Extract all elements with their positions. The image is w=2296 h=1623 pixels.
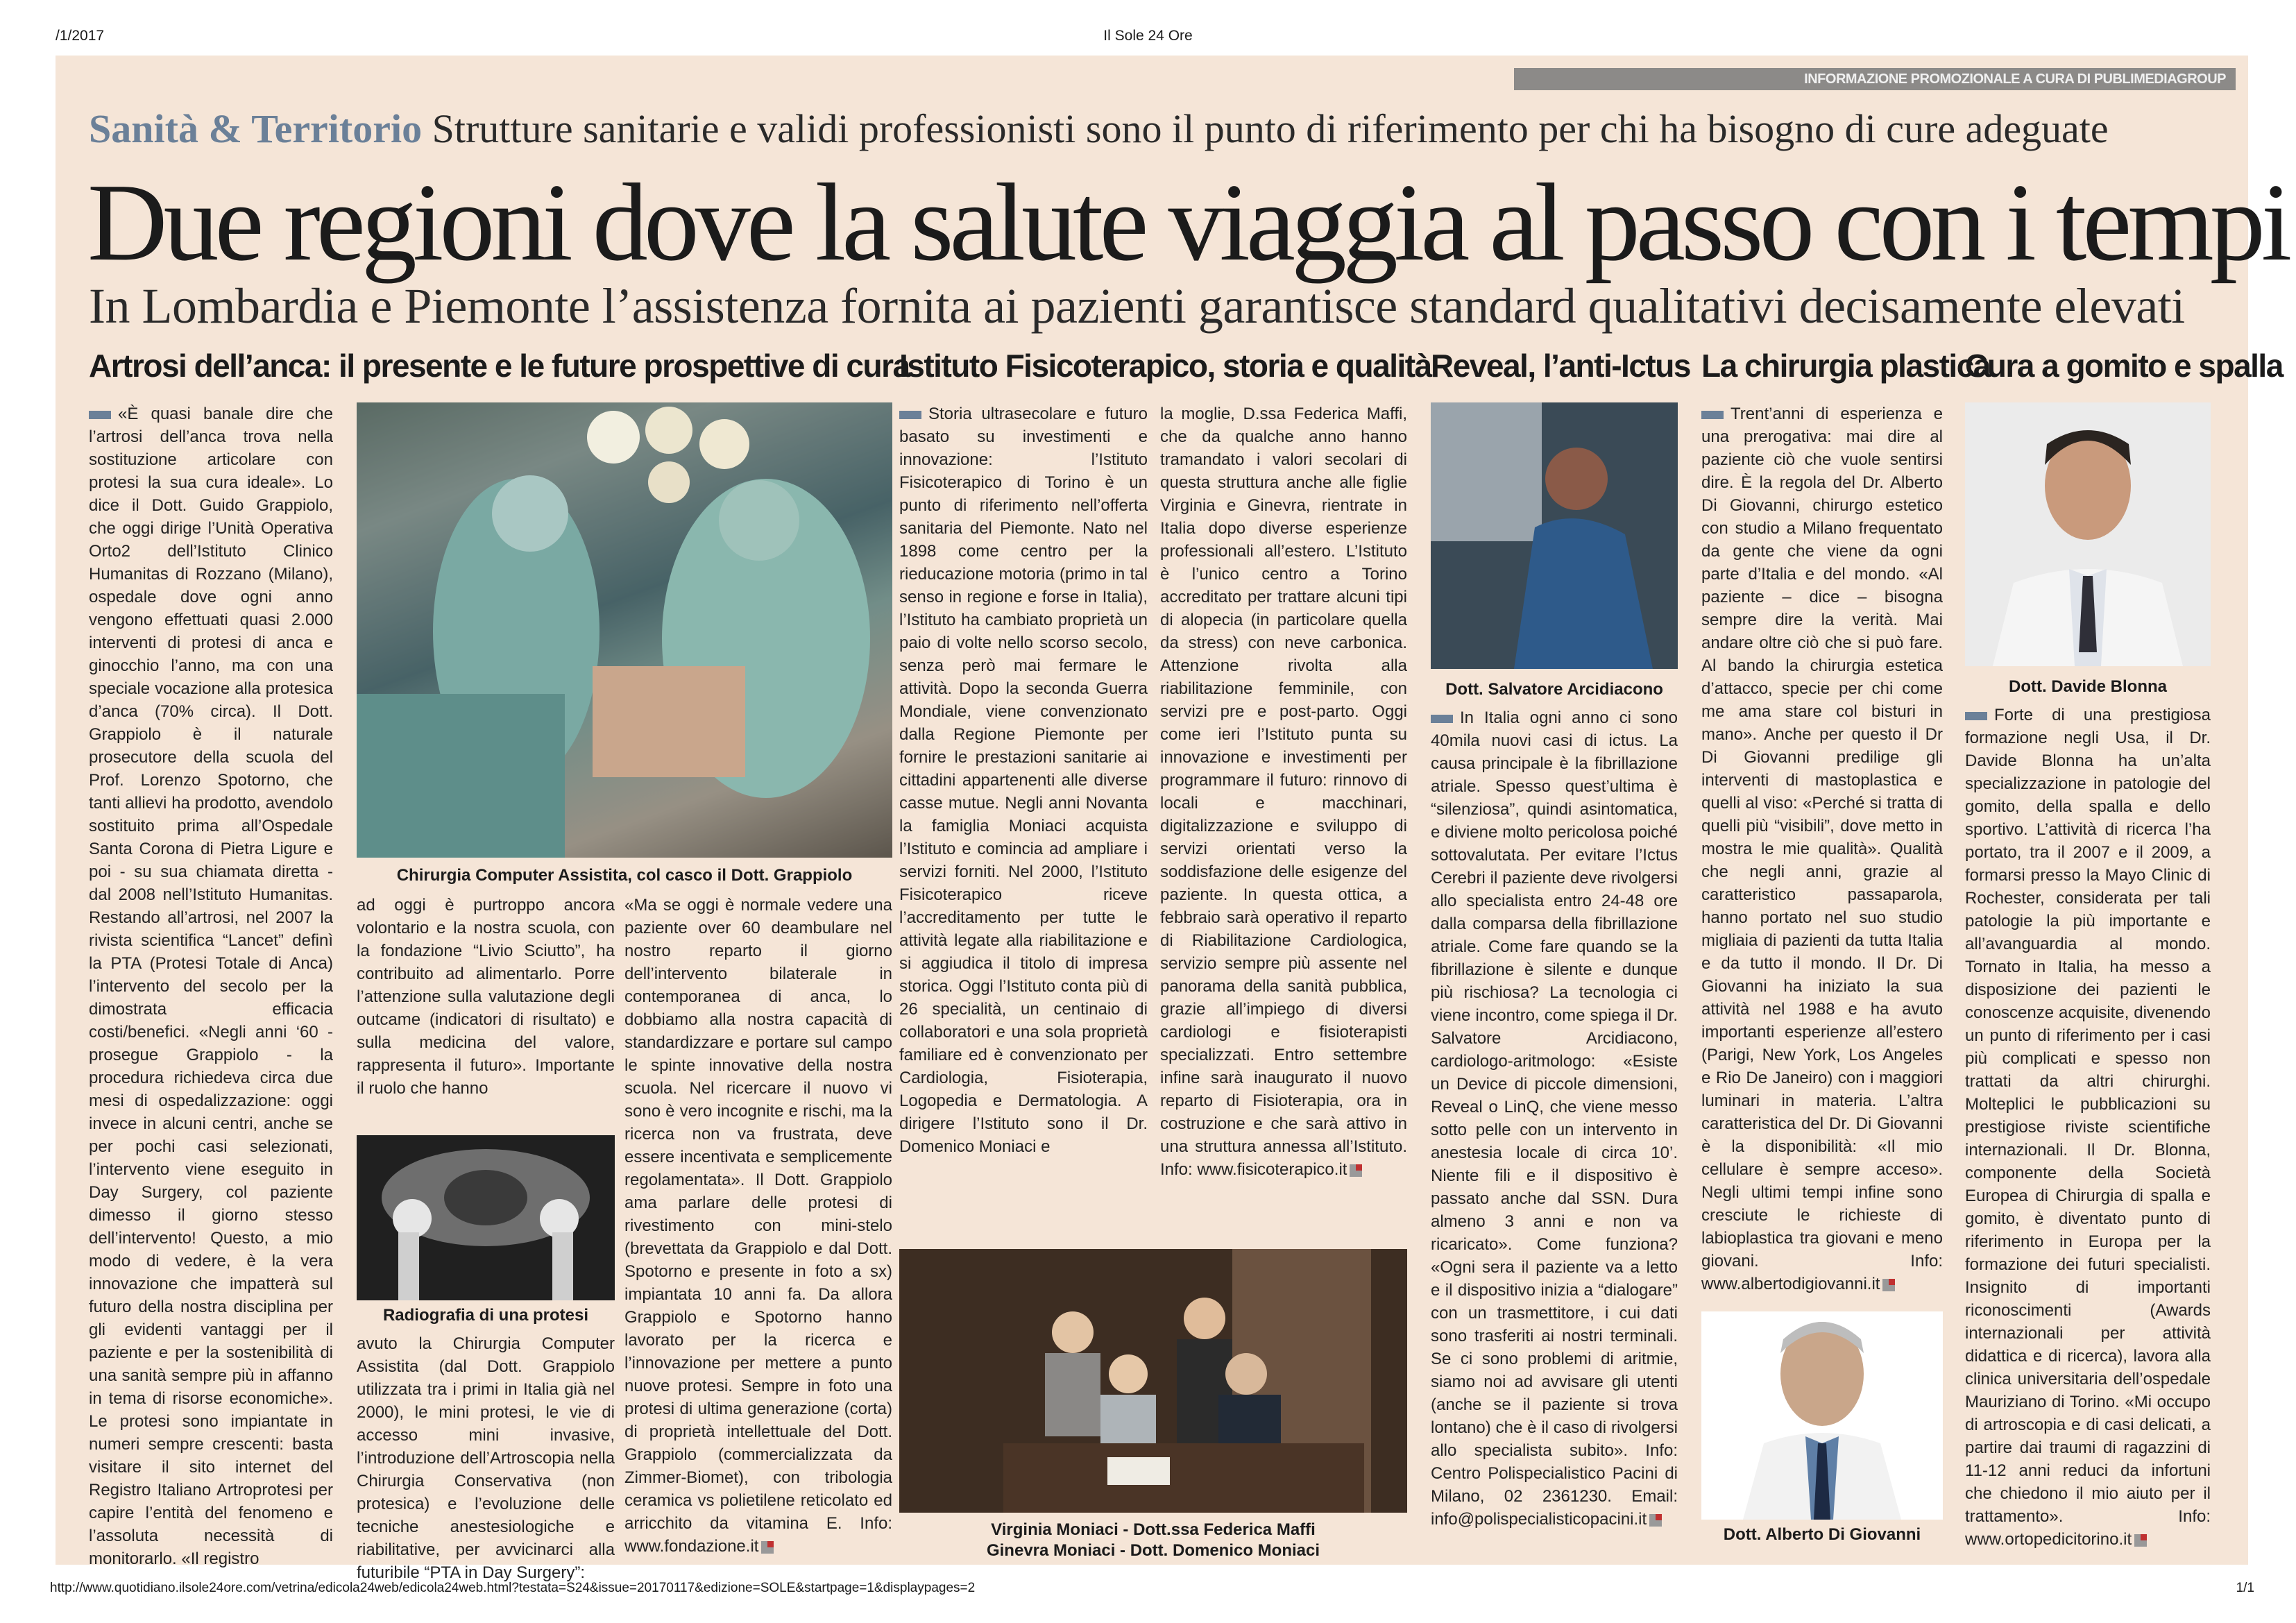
artrosi-column-2 <box>357 894 615 1130</box>
section-name: Sanità & Territorio <box>89 106 423 151</box>
doctor-portrait-illustration <box>1965 402 2211 666</box>
arcidiacono-caption: Dott. Salvatore Arcidiacono <box>1445 680 1663 699</box>
xray-photo-caption: Radiografia di una protesi <box>382 1306 589 1325</box>
family-portrait-illustration <box>899 1249 1407 1513</box>
hip-xray-illustration <box>357 1135 615 1300</box>
end-mark-icon <box>1882 1279 1895 1291</box>
surgery-photo <box>357 402 892 858</box>
subheadline: In Lombardia e Piemonte l’assistenza fornita ai pazienti garantisce standard qualitativi decisamente elevati <box>89 278 2185 334</box>
gomito-column <box>1965 704 2211 1558</box>
print-site-title: Il Sole 24 Ore <box>1103 28 1193 44</box>
end-mark-icon <box>761 1541 774 1554</box>
family-photo-caption <box>899 1520 1407 1561</box>
moniaci-family-photo <box>899 1249 1407 1513</box>
istituto-column-2 <box>1160 402 1407 1237</box>
istituto-text-2: la moglie, D.ssa Federica Maffi, che da qualche anno hanno tramandato i valori secolari di questa struttura anche alle figlie Virginia e Ginevra, rientrate in Italia dopo diverse esperienze professionali all’estero. L’Istituto è l’unico centro a Torino accreditato per trattare alcuni tipi di alopecia (in particolare quella da stress) con neve carbonica. Attenzione rivolta alla riabilitazione femminile, con servizi pre e post-parto. Oggi come ieri l’Istituto punta su innovazione e investimenti per programmare il futuro: rinnovo di locali e macchinari, digitalizzazione e sviluppo di servizi orientati verso la soddisfazione delle esigenze del paziente. In questa ottica, a febbraio sarà operativo il reparto di Riabilitazione Cardiologica, servizio sempre più assente nel panorama della sanità pubblica, grazie all’impiego di diversi cardiologi e fisioterapisti specializzati. Entro settembre infine sarà inaugurato il nuovo reparto di Fisioterapia, ora in costruzione e che sarà attivo in una struttura annessa all’Istituto. Info: www.fisicoterapico.it <box>1160 405 1407 1179</box>
blonna-photo <box>1965 402 2211 666</box>
promo-banner: INFORMAZIONE PROMOZIONALE A CURA DI PUBLIMEDIAGROUP <box>1514 68 2236 90</box>
end-mark-icon <box>1649 1514 1662 1527</box>
doctor-portrait-illustration <box>1701 1311 1943 1520</box>
lead-square-icon <box>1965 712 1987 720</box>
article-title-chirurgia: La chirurgia plastica <box>1701 348 1990 384</box>
end-mark-icon <box>1350 1164 1362 1177</box>
family-photo-caption-line-2: Ginevra Moniaci - Dott. Domenico Moniaci <box>986 1541 1320 1560</box>
article-title-artrosi: Artrosi dell’anca: il presente e le future prospettive di cura <box>89 348 910 384</box>
article-title-reveal: Reveal, l’anti-Ictus <box>1431 348 1690 384</box>
newspaper-page <box>56 56 2288 1582</box>
operating-room-illustration <box>357 402 892 858</box>
article-title-istituto: Istituto Fisicoterapico, storia e qualità <box>899 348 1431 384</box>
headline: Due regioni dove la salute viaggia al passo con i tempi <box>87 160 2288 284</box>
artrosi-text-3: «Ma se oggi è normale vedere una paziente over 60 deambulare nel nostro reparto il giorno dell’intervento bilaterale in contemporanea di anca, lo dobbiamo alla nostra capacità di standardizzare e portare sul campo le spinte innovative della nostra scuola. Nel ricercare il nuovo vi sono è vero incognite e rischi, ma la ricerca non va frustrata, deve essere incentivata e semplicemente regolamentata». Il Dott. Grappiolo ama parlare delle protesi di rivestimento con mini-stelo (brevettata da Grappiolo e dal Dott. Spotorno e presente in foto a sx) impiantata 10 anni fa. Da allora Grappiolo e Spotorno hanno lavorato per la ricerca e l’innovazione per mettere a punto nuove protesi. Sempre in foto una protesi di ultima generazione (corta) di proprietà intellettuale del Dott. Grappiolo (commercializzata da Zimmer-Biomet), con tribologia ceramica vs polietilene reticolato ed arricchito da vitamina E. Info: www.fondazione.it <box>624 896 892 1556</box>
surgery-photo-caption: Chirurgia Computer Assistita, col casco il Dott. Grappiolo <box>396 866 853 885</box>
lead-square-icon <box>1431 715 1453 723</box>
end-mark-icon <box>2134 1534 2147 1547</box>
artrosi-column-2b <box>357 1332 615 1582</box>
arcidiacono-photo <box>1431 402 1678 669</box>
lead-square-icon <box>89 411 111 419</box>
print-date: /1/2017 <box>56 28 105 44</box>
xray-photo <box>357 1135 615 1300</box>
artrosi-text-2b: avuto la Chirurgia Computer Assistita (dal Dott. Grappiolo utilizzata tra i primi in Italia già nel 2000), le mini protesi, le vie di accesso mini invasive, l’introduzione dell’Artroscopia nella Chirurgia Conservativa (non protesica) e l’evoluzione delle tecniche anestesiologiche e riabilitative, per avvicinarci alla futuribile “PTA in Day Surgery”: <box>357 1334 615 1582</box>
gomito-text: Forte di una prestigiosa formazione negli Usa, il Dr. Davide Blonna ha un’alta specializzazione in patologie del gomito, della spalla e dello sportivo. L’attività di ricerca l’ha portato, tra il 2007 e il 2009, a formarsi presso la Mayo Clinic di Rochester, considerata per tali patologie la più importante e all’avanguardia al mondo. Tornato in Italia, ha messo a disposizione dei pazienti le conoscenze acquisite, divenendo un punto di riferimento per i casi più complicati e spesso non trattati da altri chirurghi. Molteplici le pubblicazioni su prestigiose riviste scientifiche internazionali. Il Dr. Blonna, componente della Società Europea di Chirurgia di spalla e gomito, è diventato punto di riferimento in Europa per la formazione dei futuri specialisti. Insignito di importanti riconoscimenti (Awards internazionali per attività didattica e di ricerca), lavora alla clinica universitaria dell’ospedale Mauriziano di Torino. «Mi occupo di artroscopia e di casi delicati, a partire dai traumi di ragazzini di 11-12 anni reduci da infortuni che chiedono il mio aiuto per il trattamento». Info: www.ortopedicitorino.it <box>1965 706 2211 1549</box>
lead-square-icon <box>1701 411 1724 419</box>
artrosi-text-2: ad oggi è purtroppo ancora volontario e la nostra scuola, con la fondazione “Livio Sciutto”, ha contribuito ad alimentarlo. Porre l’attenzione sulla valutazione degli outcame (indicatori di risultato) e sulla medicina del valore, rappresenta il futuro». Importante il ruolo che hanno <box>357 896 615 1098</box>
digiovanni-caption: Dott. Alberto Di Giovanni <box>1723 1525 1921 1544</box>
istituto-text-1: Storia ultrasecolare e futuro basato su investimenti e innovazione: l’Istituto Fisicoterapico di Torino è un punto di riferimento nell’offerta sanitaria del Piemonte. Nato nel 1898 come centro per la rieducazione motoria (primo in tal senso in regione e forse in Italia), l’Istituto ha cambiato proprietà un paio di volte nello scorso secolo, senza però mai fermare le attività. Dopo la seconda Guerra Mondiale, viene convenzionato dalla Regione Piemonte per fornire le prestazioni sanitarie ai cittadini appartenenti alle diverse casse mutue. Negli anni Novanta la famiglia Moniaci acquista l’Istituto e comincia ad ampliare i servizi forniti. Nel 2000, l’Istituto Fisicoterapico riceve l’accreditamento per tutte le attività legate alla riabilitazione e si aggiudica il titolo di impresa storica. Oggi l’Istituto conta più di 26 specialità, un centinaio di collaboratori e una sola proprietà familiare ed è convenzionato per Cardiologia, Fisioterapia, Logopedia e Dermatologia. A dirigere l’Istituto sono il Dr. Domenico Moniaci e <box>899 405 1148 1156</box>
family-photo-caption-line-1: Virginia Moniaci - Dott.ssa Federica Maffi <box>991 1520 1316 1539</box>
kicker <box>89 105 2226 152</box>
blonna-caption: Dott. Davide Blonna <box>2008 677 2167 696</box>
artrosi-text-1: «È quasi banale dire che l’artrosi dell’anca trova nella sostituzione articolare con protesi la sua cura ideale». Lo dice il Dott. Guido Grappiolo, che oggi dirige l’Unità Operativa Orto2 dell’Istituto Clinico Humanitas di Rozzano (Milano), ospedale dove ogni anno vengono effettuati quasi 2.000 interventi di protesi di anca e ginocchio l’anno, ma con una speciale vocazione alla protesica d’anca (70% circa). Il Dott. Grappiolo è il naturale prosecutore della scuola del Prof. Lorenzo Spotorno, che tanti allievi ha prodotto, avendolo sostituito prima all’Ospedale Santa Corona di Pietra Ligure e poi - su sua chiamata diretta - dal 2008 nell’Istituto Humanitas. Restando all’artrosi, nel 2007 la rivista scientifica “Lancet” definì la PTA (Protesi Totale di Anca) l’intervento del secolo per la dimostrata efficacia costi/benefici. «Negli anni ‘60 - prosegue Grappiolo - la procedura richiedeva circa due mesi di ospedalizzazione: oggi invece in alcuni centri, anche se per pochi casi selezionati, l’intervento viene eseguito in Day Surgery, col paziente dimesso il giorno stesso dell’intervento! Questo, a mio modo di vedere, è la vera innovazione che impatterà sul futuro della nostra disciplina per gli evidenti vantaggi per il paziente e per la sostenibilità di una sanità sempre più in affanno in tema di risorse economiche». Le protesi sono impiantate in numeri sempre crescenti: basta visitare il sito internet del Registro Italiano Artroprotesi per capire l’entità del fenomeno e l’assoluta necessità di monitorarlo. «Il registro <box>89 405 333 1568</box>
lead-square-icon <box>899 411 921 419</box>
print-url: http://www.quotidiano.ilsole24ore.com/vetrina/edicola24web/edicola24web.html?testata=S24&issue=20170117&edizione=SOLE&startpage=1&displaypages=2 <box>50 1581 976 1595</box>
digiovanni-photo <box>1701 1311 1943 1520</box>
browser-print-header <box>0 28 2296 56</box>
artrosi-column-3 <box>624 894 892 1558</box>
kicker-text: Strutture sanitarie e validi professionisti sono il punto di riferimento per chi ha bisogno di cure adeguate <box>432 106 2109 151</box>
istituto-column-1 <box>899 402 1148 1237</box>
reveal-text: In Italia ogni anno ci sono 40mila nuovi casi di ictus. La causa principale è la fibrillazione atriale. Spesso quest’ultima è “silenziosa”, quindi asintomatica, e diviene molto pericolosa poiché sottovalutata. Per evitare l’Ictus Cerebri il paziente deve rivolgersi allo specialista entro 24-48 ore dalla comparsa della fibrillazione atriale. Come fare quando se la fibrillazione è silente e dunque più rischiosa? La tecnologia ci viene incontro, come spiega il Dr. Salvatore Arcidiacono, cardiologo-aritmologo: «Esiste un Device di piccole dimensioni, Reveal o LinQ, che viene messo sotto pelle con un intervento in anestesia locale di circa 10’. Niente fili e il dispositivo è passato anche dal SSN. Dura almeno 3 anni e non va ricaricato». Come funziona? «Ogni sera il paziente va a letto e il dispositivo inizia a “dialogare” con un trasmettitore, i cui dati sono trasferiti ai nostri terminali. Se ci sono problemi di aritmie, siamo noi ad avvisare gli utenti (anche se il paziente si trova lontano) che è il caso di rivolgersi allo specialista subito». Info: Centro Polispecialistico Pacini di Milano, 02 2361230. Email: info@polispecialisticopacini.it <box>1431 708 1678 1529</box>
print-page-count: 1/1 <box>2236 1581 2254 1595</box>
chirurgia-text: Trent’anni di esperienza e una prerogativa: mai dire al paziente ciò che vuole sentirsi dire. È la regola del Dr. Alberto Di Giovanni, chirurgo estetico con studio a Milano frequentato da gente che viene da ogni parte d’Italia e del mondo. «Al paziente – dice – bisogna sempre dire la verità. Mai andare oltre ciò che si può fare. Al bando la chirurgia estetica d’attacco, specie per chi come me ama stare col bisturi in mano». Anche per questo il Dr Di Giovanni predilige gli interventi di mastoplastica e quelli al viso: «Perché si tratta di quelli più “visibili”, dove metto in mostra le mie qualità». Qualità che negli anni, grazie al caratteristico passaparola, hanno portato nel suo studio migliaia di pazienti da tutta Italia e da tutto il mondo. Il Dr. Di Giovanni ha iniziato la sua attività nel 1988 e ha avuto importanti esperienze all’estero (Parigi, New York, Los Angeles e Rio De Janeiro) con i maggiori luminari in materia. L’altra caratteristica del Dr. Di Giovanni è la disponibilità: «Il mio cellulare è sempre acceso». Negli ultimi tempi infine sono cresciute le richieste di labioplastica tra giovani e meno giovani. Info: www.albertodigiovanni.it <box>1701 405 1943 1293</box>
reveal-column <box>1431 706 1678 1558</box>
doctor-at-work-illustration <box>1431 402 1678 669</box>
chirurgia-column <box>1701 402 1943 1305</box>
article-title-gomito: Cura a gomito e spalla <box>1965 348 2283 384</box>
browser-print-footer <box>0 1581 2296 1608</box>
artrosi-column-1 <box>89 402 333 1568</box>
